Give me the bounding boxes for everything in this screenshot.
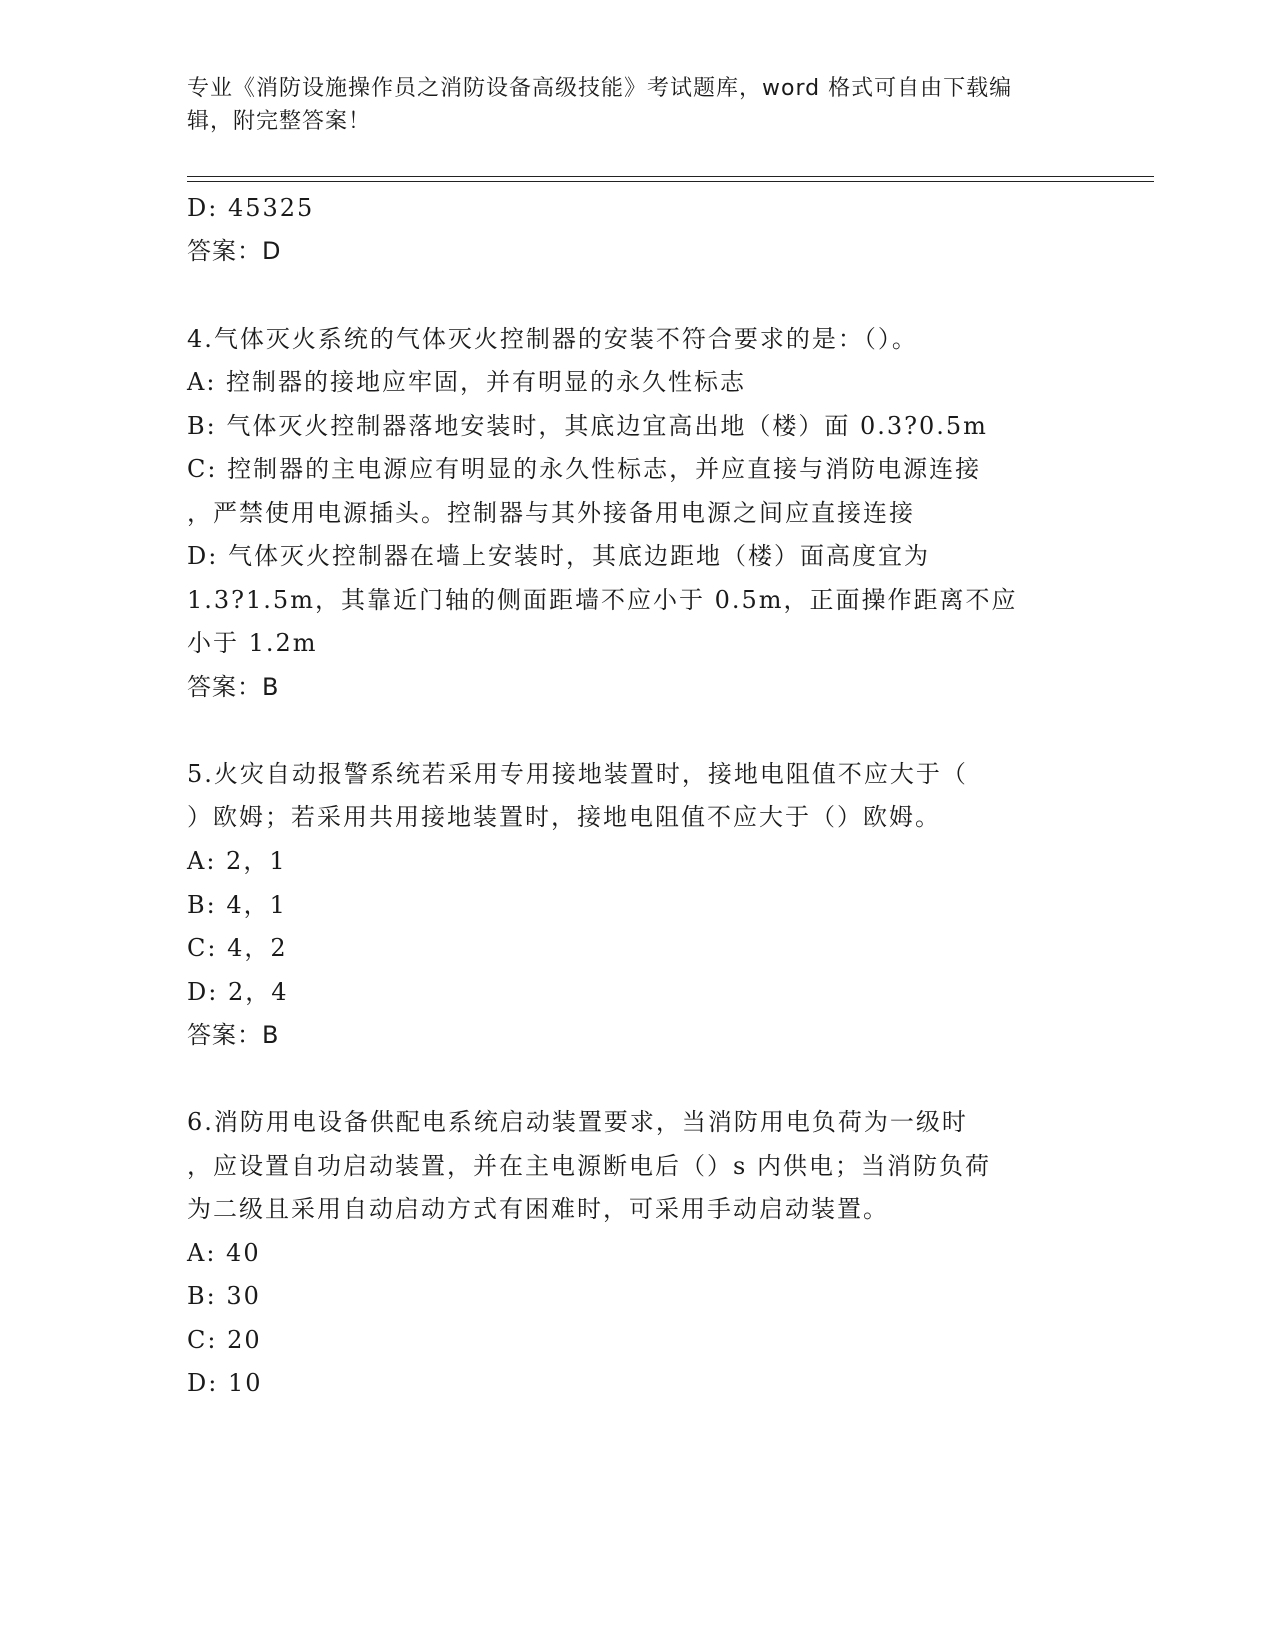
q6-option-d: D: 10 [187,1369,263,1397]
q6-stem-line2: ，应设置自功启动装置，并在主电源断电后（）s 内供电；当消防负荷 [187,1152,991,1180]
q6-stem-line1: 6.消防用电设备供配电系统启动装置要求，当消防用电负荷为一级时 [187,1108,968,1136]
q5-option-c: C: 4，2 [187,934,288,962]
q4-option-d-line2: 1.3?1.5m，其靠近门轴的侧面距墙不应小于 0.5m，正面操作距离不应 [187,586,1018,614]
q5-option-b: B: 4，1 [187,891,287,919]
q4-option-c-line2: ，严禁使用电源插头。控制器与其外接备用电源之间应直接连接 [187,499,915,527]
header-line-1: 专业《消防设施操作员之消防设备高级技能》考试题库，word 格式可自由下载编 [187,76,1013,101]
q4-answer: 答案：B [187,673,280,701]
q4-option-d-line1: D: 气体灭火控制器在墙上安装时，其底边距地（楼）面高度宜为 [187,542,930,570]
q4-stem: 4.气体灭火系统的气体灭火控制器的安装不符合要求的是：（）。 [187,325,918,353]
document-header [187,72,1067,138]
q5-answer: 答案：B [187,1021,280,1049]
header-line-2: 辑，附完整答案！ [187,109,372,134]
q6-stem-line3: 为二级且采用自动启动方式有困难时，可采用手动启动装置。 [187,1195,889,1223]
prev-option-d: D: 45325 [187,194,315,222]
prev-answer: 答案：D [187,237,282,265]
q5-option-d: D: 2，4 [187,978,289,1006]
header-rule-top [187,176,1154,177]
q6-option-c: C: 20 [187,1326,262,1354]
q5-stem-line1: 5.火灾自动报警系统若采用专用接地装置时，接地电阻值不应大于（ [187,760,968,788]
q5-stem-line2: ）欧姆；若采用共用接地装置时，接地电阻值不应大于（）欧姆。 [187,803,941,831]
q4-option-d-line3: 小于 1.2m [187,629,318,657]
q6-option-b: B: 30 [187,1282,261,1310]
q4-option-a: A: 控制器的接地应牢固，并有明显的永久性标志 [187,368,747,396]
q4-option-b: B: 气体灭火控制器落地安装时，其底边宜高出地（楼）面 0.3?0.5m [187,412,988,440]
q5-option-a: A: 2，1 [187,847,287,875]
q4-option-c-line1: C: 控制器的主电源应有明显的永久性标志，并应直接与消防电源连接 [187,455,982,483]
q6-option-a: A: 40 [187,1239,261,1267]
header-rule-bottom [187,181,1154,182]
